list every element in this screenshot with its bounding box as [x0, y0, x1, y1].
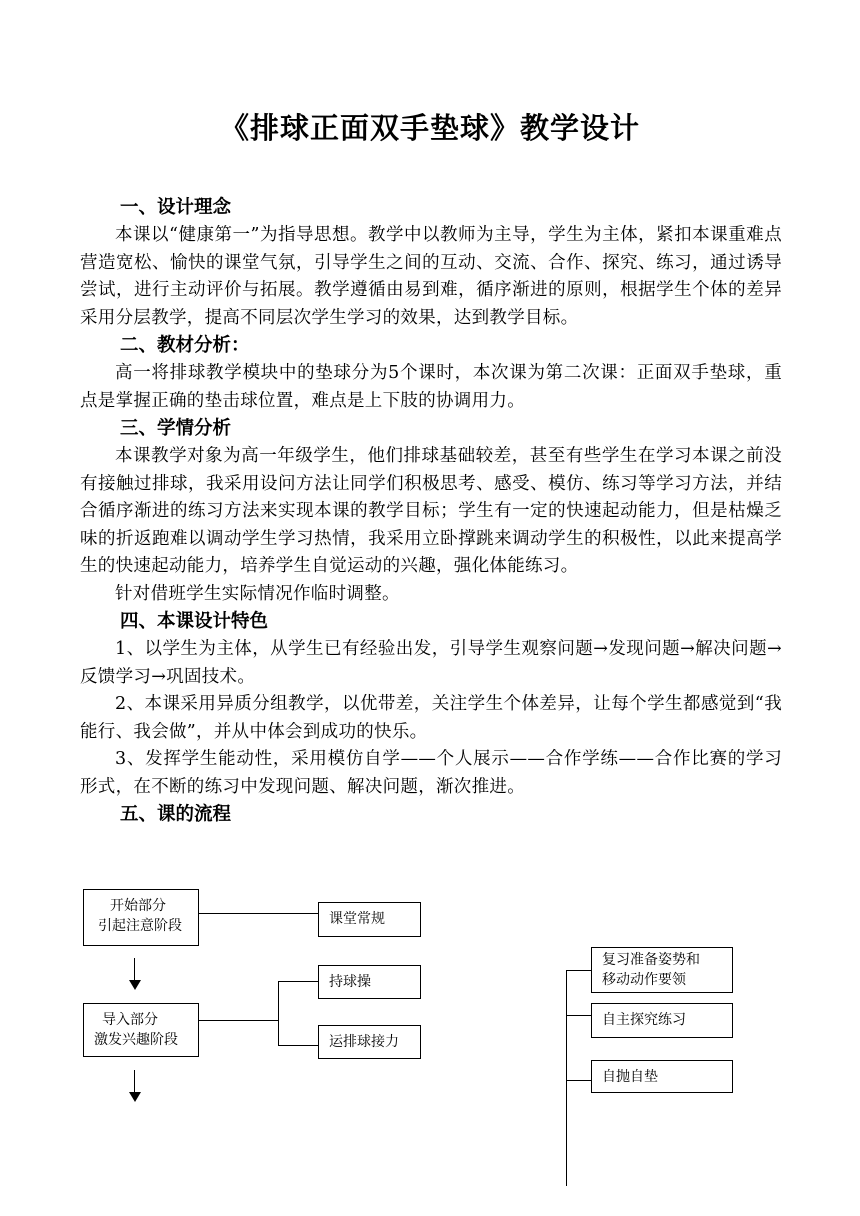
- arrow-shaft: [134, 1070, 135, 1094]
- flow-box-self-practice: [591, 1003, 733, 1038]
- connector-line: [199, 913, 318, 914]
- flow-text: 持球操: [329, 974, 371, 990]
- flow-text: 导入部分: [102, 1012, 158, 1028]
- paragraph: 1、以学生为主体，从学生已有经验出发，引导学生观察问题→发现问题→解决问题→反馈学习→巩固技术。: [80, 639, 782, 687]
- paragraph: 本课以“健康第一”为指导思想。教学中以教师为主导，学生为主体，紧扣本课重难点营造宽松、愉快的课堂气氛，引导学生之间的互动、交流、合作、探究、练习，通过诱导尝试，进行主动评价与拓展。教学遵循由易到难，循序渐进的原则，根据学生个体的差异采用分层教学，提高不同层次学生学习的效果，达到教学目标。: [80, 225, 782, 328]
- arrow-down-icon: [129, 1092, 141, 1102]
- flow-text: 激发兴趣阶段: [94, 1032, 178, 1048]
- flow-text: 复习准备姿势和: [602, 952, 700, 968]
- flow-text: 运排球接力: [329, 1034, 399, 1050]
- flow-box-self-toss: [591, 1060, 733, 1093]
- paragraph: 针对借班学生实际情况作临时调整。: [115, 583, 400, 604]
- connector-line: [566, 1015, 591, 1016]
- flow-box-start: [83, 889, 199, 946]
- paragraph: 3、发挥学生能动性，采用模仿自学——个人展示——合作学练——合作比赛的学习形式，在不断的练习中发现问题、解决问题，渐次推进。: [80, 749, 782, 797]
- paragraph: 高一将排球教学模块中的垫球分为5个课时，本次课为第二次课：正面双手垫球，重点是掌握正确的垫击球位置，难点是上下肢的协调用力。: [80, 363, 782, 411]
- paragraph: 本课教学对象为高一年级学生，他们排球基础较差，甚至有些学生在学习本课之前没有接触过排球，我采用设问方法让同学们积极思考、感受、模仿、练习等学习方法，并结合循序渐进的练习方法来实现本课的教学目标；学生有一定的快速起动能力，但是枯燥乏味的折返跑难以调动学生学习热情，我采用立卧撑跳来调动学生的积极性，以此来提高学生的快速起动能力，培养学生自觉运动的兴趣，强化体能练习。: [80, 446, 782, 576]
- flow-text: 自主探究练习: [602, 1012, 686, 1028]
- flow-box-intro: [83, 1003, 199, 1057]
- section-heading: 四、本课设计特色: [120, 611, 269, 632]
- connector-line: [566, 970, 591, 971]
- paragraph: 2、本课采用异质分组教学，以优带差，关注学生个体差异，让每个学生都感觉到“我能行、我会做”，并从中体会到成功的快乐。: [80, 694, 782, 742]
- flow-text: 引起注意阶段: [98, 918, 182, 934]
- flow-text: 移动动作要领: [602, 972, 686, 988]
- section-heading: 五、课的流程: [120, 804, 232, 825]
- flow-text: 课堂常规: [329, 911, 385, 927]
- flow-box-review: [591, 947, 733, 993]
- connector-line: [566, 1080, 591, 1081]
- connector-line: [566, 970, 567, 1186]
- flow-box-routine: [318, 902, 421, 937]
- page-title: 《排球正面双手垫球》教学设计: [219, 111, 640, 145]
- flow-box-ball-exercise: [318, 965, 421, 999]
- flow-box-dribble-relay: [318, 1025, 421, 1059]
- section-heading: 一、设计理念: [120, 197, 232, 218]
- connector-line: [199, 1020, 278, 1021]
- section-heading: 二、教材分析：: [120, 335, 250, 356]
- connector-line: [278, 1045, 318, 1046]
- arrow-down-icon: [129, 980, 141, 990]
- connector-line: [278, 981, 279, 1046]
- flow-text: 开始部分: [110, 898, 166, 914]
- section-heading: 三、学情分析: [120, 418, 232, 439]
- connector-line: [278, 981, 318, 982]
- flow-text: 自抛自垫: [602, 1069, 658, 1085]
